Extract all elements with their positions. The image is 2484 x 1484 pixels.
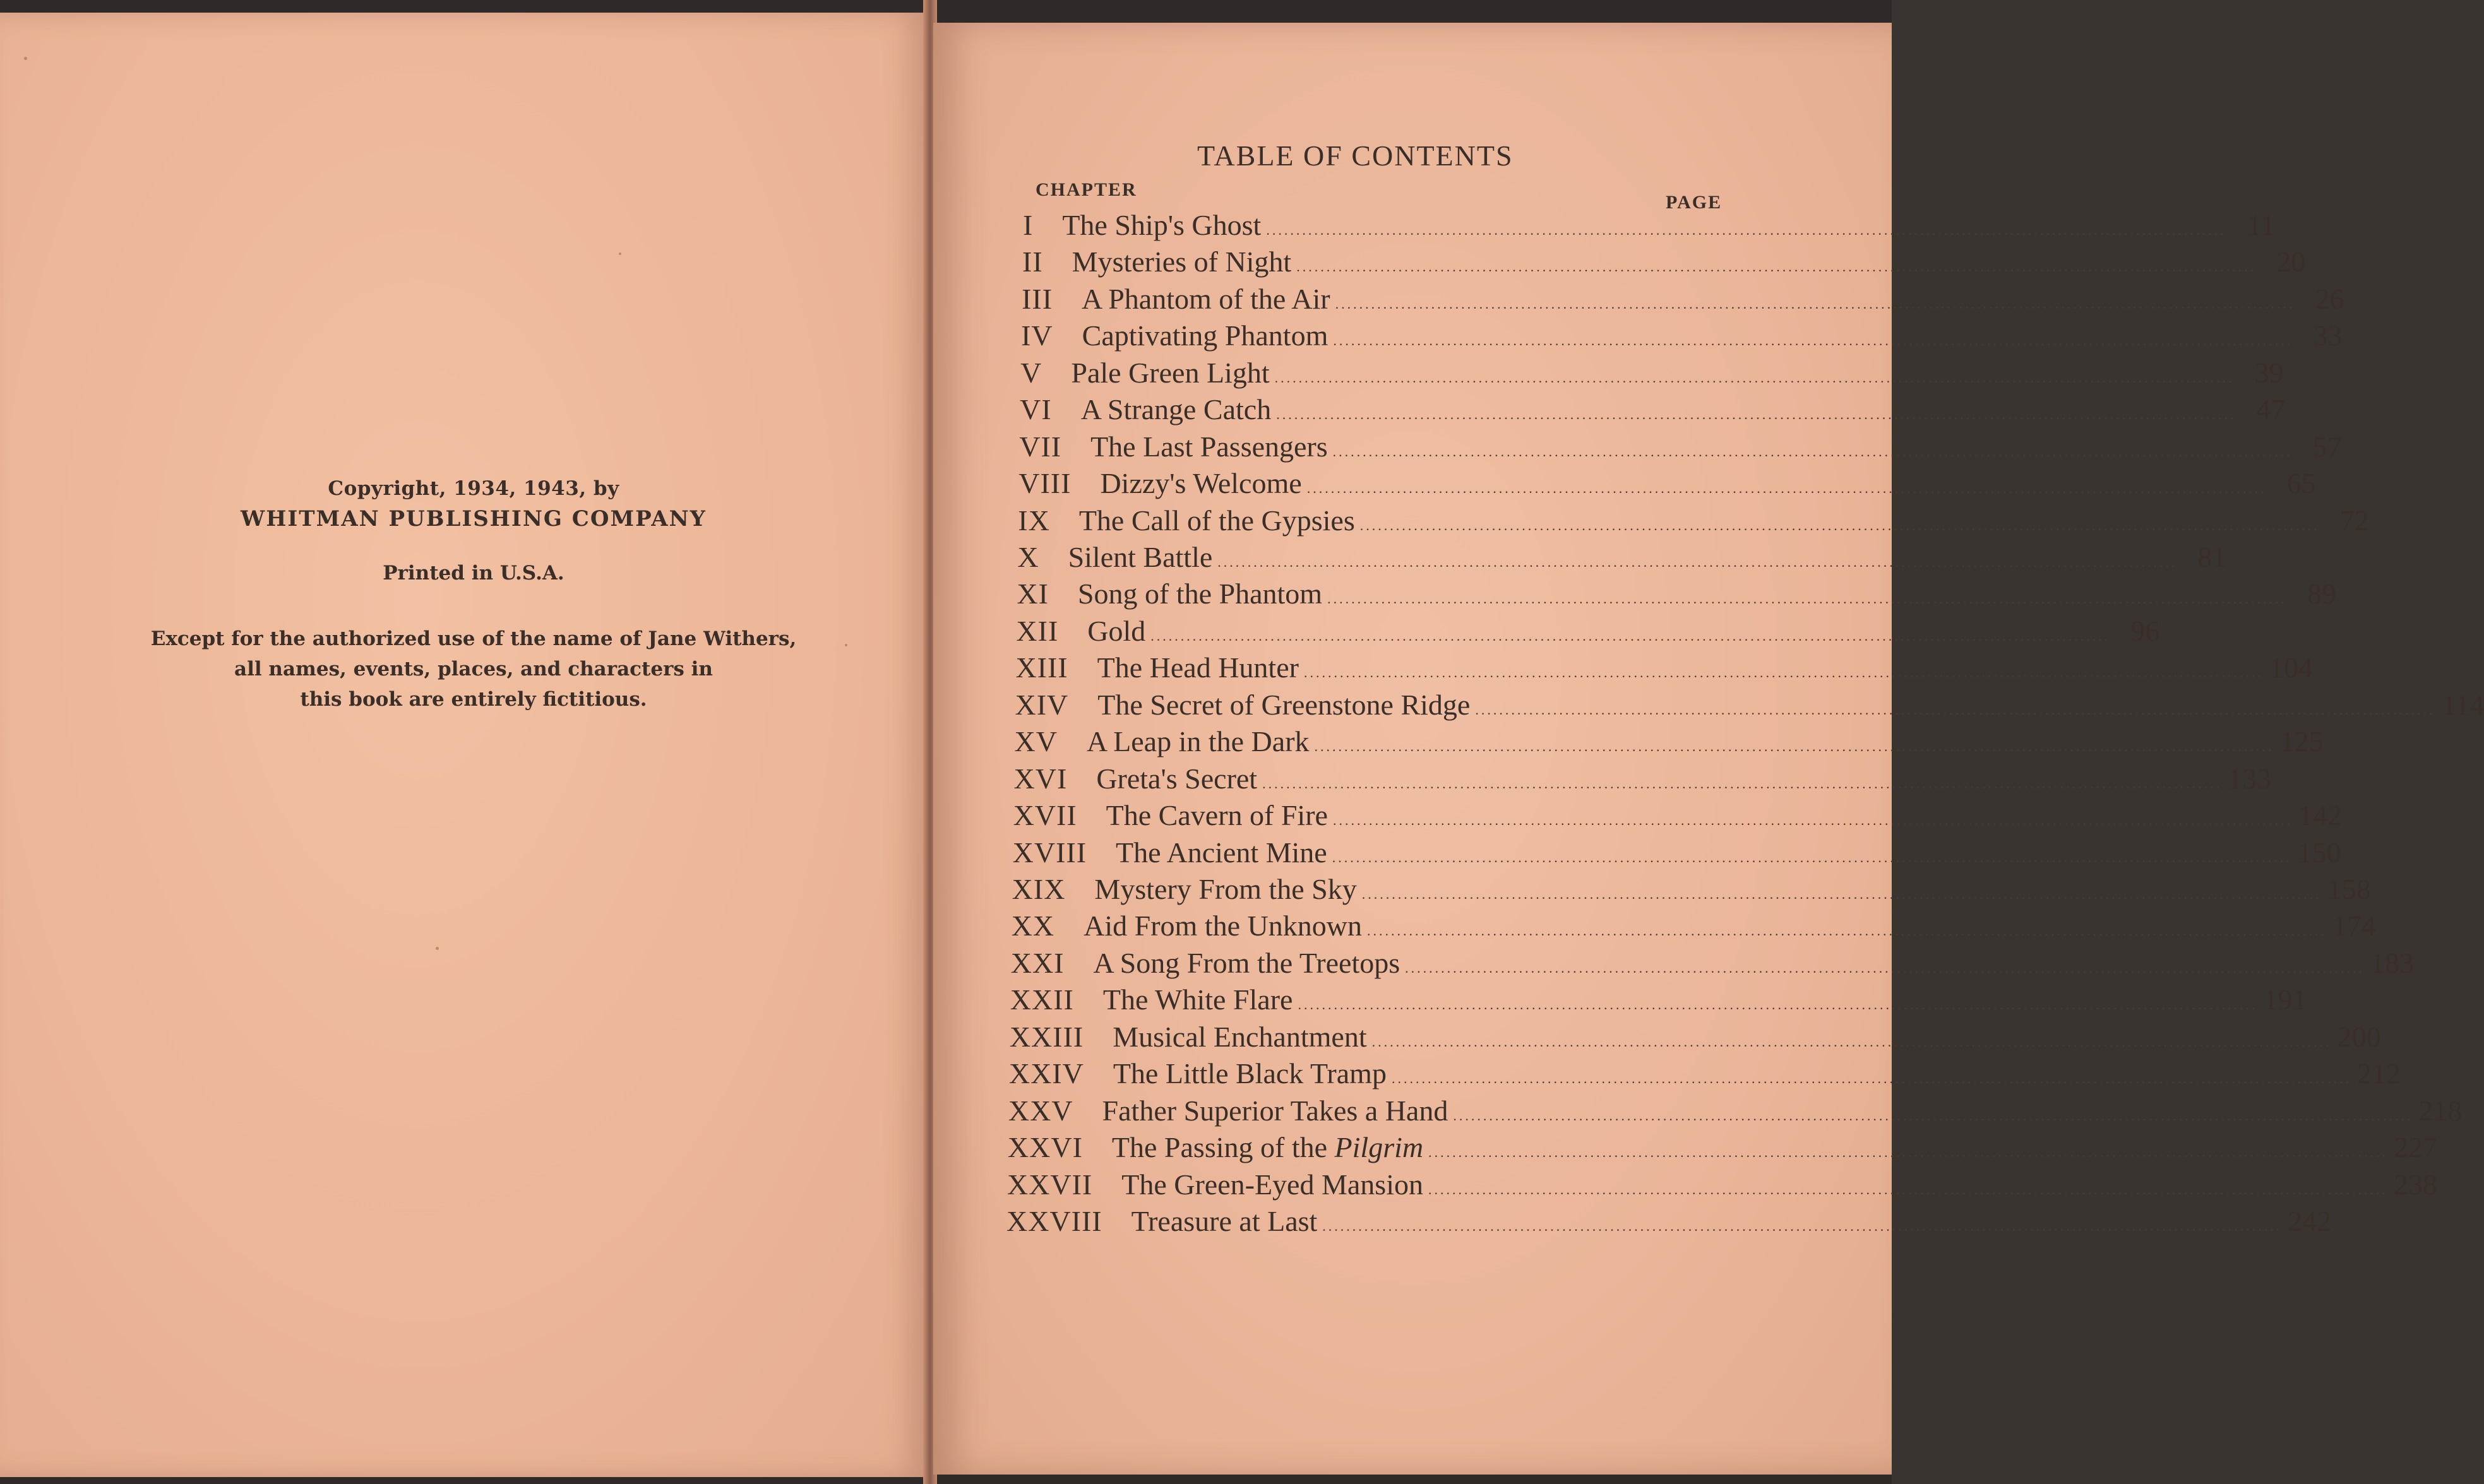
chapter-number: XVI [1013, 762, 1068, 795]
chapter-title-text: The White Flare [1102, 983, 1293, 1016]
chapter-title [1084, 909, 1362, 942]
chapter-title-text: A Strange Catch [1080, 393, 1272, 426]
chapter-number: XX [1011, 910, 1055, 942]
chapter-title [1116, 836, 1327, 869]
chapter-number: XII [1016, 614, 1059, 647]
contents-entry [1019, 430, 2342, 463]
chapter-title [1113, 1057, 1387, 1090]
chapter-number: XI [1017, 578, 1049, 610]
contents-entry [1011, 909, 2376, 942]
dot-leader: ................................................................................................................................................................ [1217, 554, 2178, 570]
chapter-title [1106, 798, 1328, 832]
contents-entry [1013, 798, 2342, 832]
dot-leader: ................................................................................................................................................................ [1475, 701, 2435, 718]
chapter-number: XVII [1013, 799, 1077, 832]
chapter-title-text: Father Superior Takes a Hand [1102, 1094, 1448, 1127]
chapter-page-number: 238 [2393, 1168, 2437, 1201]
contents-entry [1013, 762, 2272, 795]
dot-leader: ................................................................................................................................................................ [1274, 369, 2235, 386]
chapter-number: XXIII [1009, 1020, 1084, 1053]
chapter-number: XXVII [1006, 1168, 1093, 1201]
chapter-title-text: A Song From the Treetops [1093, 946, 1400, 979]
chapter-title-text: Treasure at Last [1131, 1205, 1318, 1237]
chapter-title-text: Aid From the Unknown [1084, 910, 1362, 942]
chapter-title-text: The Cavern of Fire [1106, 799, 1328, 832]
chapter-title-text: Captivating Phantom [1082, 319, 1329, 352]
chapter-page-number: 89 [2307, 578, 2337, 610]
dot-leader: ................................................................................................................................................................ [1298, 997, 2258, 1013]
chapter-page-number: 174 [2332, 910, 2376, 942]
chapter-page-number: 142 [2298, 799, 2342, 832]
chapter-title-text: The Ship's Ghost [1062, 209, 1262, 241]
chapter-page-number: 47 [2256, 393, 2286, 426]
dot-leader: ................................................................................................................................................................ [1335, 295, 2295, 312]
contents-entry [1010, 983, 2307, 1016]
chapter-page-number: 72 [2339, 504, 2369, 537]
chapter-title [1102, 1094, 1448, 1127]
dot-leader: ................................................................................................................................................................ [1322, 1218, 2283, 1234]
chapter-page-number: 81 [2197, 541, 2227, 573]
chapter-title-text: Dizzy's Welcome [1100, 467, 1302, 500]
chapter-title-text: Silent Battle [1068, 541, 1213, 573]
dot-leader: ................................................................................................................................................................ [1371, 1033, 2332, 1050]
dot-leader: ................................................................................................................................................................ [1266, 222, 2226, 238]
chapter-number: XXV [1008, 1094, 1073, 1127]
dot-leader: ................................................................................................................................................................ [1276, 407, 2236, 423]
chapter-page-number: 242 [2288, 1205, 2332, 1237]
chapter-title-text: The Secret of Greenstone Ridge [1097, 688, 1471, 721]
chapter-number: XXII [1010, 983, 1074, 1016]
chapter-number: VIII [1018, 467, 1072, 500]
chapter-title-text: The Head Hunter [1097, 651, 1299, 684]
notice-line: this book are entirely fictitious. [300, 688, 647, 711]
chapter-page-number: 191 [2263, 983, 2307, 1016]
dot-leader: ................................................................................................................................................................ [1391, 1071, 2351, 1087]
contents-entry [1008, 1057, 2401, 1090]
chapter-number: X [1017, 541, 1039, 573]
paper-speck [619, 252, 621, 255]
chapter-column-header: CHAPTER [1036, 179, 1137, 200]
chapter-number: XXIV [1008, 1057, 1084, 1090]
chapter-title [1071, 356, 1269, 389]
chapter-number: XIII [1015, 651, 1068, 684]
dot-leader: ................................................................................................................................................................ [1428, 1144, 2389, 1161]
contents-entry [1015, 651, 2313, 684]
contents-entry [1006, 1168, 2437, 1201]
chapter-page-number: 57 [2312, 430, 2342, 463]
chapter-title-text: The Ancient Mine [1116, 836, 1327, 869]
chapter-title-text: A Phantom of the Air [1082, 282, 1330, 315]
chapter-page-number: 20 [2276, 246, 2306, 278]
chapter-page-number: 183 [2370, 946, 2415, 979]
chapter-page-number: 33 [2313, 319, 2343, 352]
chapter-title [1097, 688, 1470, 721]
dot-leader: ................................................................................................................................................................ [1359, 517, 2320, 533]
dot-leader: ................................................................................................................................................................ [1296, 259, 2257, 275]
chapter-title [1087, 725, 1310, 758]
chapter-title [1068, 540, 1213, 574]
chapter-title-text: The Green-Eyed Mansion [1121, 1168, 1423, 1201]
publisher-name: WHITMAN PUBLISHING COMPANY [241, 506, 707, 531]
chapter-title-text: Song of the Phantom [1077, 578, 1323, 610]
contents-entry [1018, 504, 2369, 537]
chapter-page-number: 26 [2315, 282, 2344, 315]
chapter-page-number: 133 [2228, 762, 2272, 795]
contents-entry [1007, 1131, 2438, 1164]
chapter-number: III [1022, 282, 1053, 315]
contents-entry [1018, 466, 2316, 500]
contents-entry [1020, 393, 2286, 426]
chapter-page-number: 125 [2279, 725, 2324, 758]
chapter-number: XXVI [1007, 1131, 1083, 1164]
contents-entry [1015, 688, 2484, 721]
contents-entry [1006, 1204, 2332, 1237]
contents-entry [1010, 946, 2415, 979]
dot-leader: ................................................................................................................................................................ [1332, 812, 2293, 829]
chapter-title [1096, 762, 1257, 795]
chapter-page-number: 227 [2394, 1131, 2438, 1164]
chapter-title [1087, 614, 1145, 648]
chapter-title-text: Pale Green Light [1071, 356, 1270, 389]
chapter-title [1078, 577, 1322, 610]
chapter-page-number: 114 [2442, 688, 2484, 721]
chapter-number: XVIII [1012, 836, 1087, 869]
chapter-number: XXVIII [1006, 1205, 1102, 1237]
chapter-page-number: 200 [2337, 1020, 2381, 1053]
chapter-page-number: 218 [2418, 1094, 2463, 1127]
dot-leader: ................................................................................................................................................................ [1366, 923, 2327, 939]
dot-leader: ................................................................................................................................................................ [1361, 886, 2322, 902]
chapter-title [1112, 1131, 1423, 1164]
chapter-title [1103, 983, 1293, 1016]
dot-leader: ................................................................................................................................................................ [1314, 739, 2274, 755]
dot-leader: ................................................................................................................................................................ [1428, 1181, 2388, 1197]
contents-entry [1022, 245, 2306, 278]
dot-leader: ................................................................................................................................................................ [1327, 591, 2288, 607]
chapter-page-number: 150 [2297, 836, 2341, 869]
chapter-number: V [1020, 356, 1042, 389]
chapter-title [1094, 872, 1356, 906]
chapter-title-text: The Call of the Gypsies [1078, 504, 1355, 537]
copyright-line: Copyright, 1934, 1943, by [328, 477, 619, 500]
chapter-title [1079, 504, 1355, 537]
chapter-title-text: Greta's Secret [1096, 762, 1258, 795]
dot-leader: ................................................................................................................................................................ [1453, 1107, 2413, 1124]
chapter-number: I [1023, 209, 1034, 241]
chapter-title [1081, 393, 1272, 426]
chapter-number: II [1022, 246, 1043, 278]
dot-leader: ................................................................................................................................................................ [1150, 627, 2111, 644]
chapter-title [1072, 245, 1292, 278]
chapter-title [1094, 946, 1400, 980]
chapter-number: XXI [1010, 946, 1065, 979]
notice-line: all names, events, places, and characters in [234, 658, 713, 680]
contents-entry [1012, 872, 2371, 905]
contents-title: TABLE OF CONTENTS [1197, 139, 1514, 172]
chapter-page-number: 11 [2247, 209, 2276, 241]
paper-speck [24, 57, 27, 60]
chapter-title-text: Gold [1087, 614, 1146, 647]
chapter-number: IX [1018, 504, 1050, 537]
contents-entry [1017, 577, 2337, 610]
paper-speck [436, 947, 439, 950]
chapter-title-text: A Leap in the Dark [1086, 725, 1310, 758]
chapter-number: XV [1014, 725, 1058, 758]
chapter-number: VI [1020, 393, 1052, 426]
contents-entry [1020, 356, 2284, 389]
dot-leader: ................................................................................................................................................................ [1333, 333, 2293, 349]
chapter-page-number: 65 [2286, 467, 2316, 500]
chapter-title [1121, 1168, 1423, 1201]
contents-entry [1009, 1020, 2381, 1053]
chapter-page-number: 104 [2269, 651, 2313, 684]
chapter-title-text: The Little Black Tramp [1113, 1057, 1387, 1090]
chapter-number: VII [1019, 430, 1062, 463]
contents-entry [1023, 208, 2276, 241]
chapter-title-text: Mysteries of Night [1072, 246, 1292, 278]
dot-leader: ................................................................................................................................................................ [1262, 775, 2223, 792]
chapter-title [1082, 319, 1329, 352]
chapter-title-italic: Pilgrim [1334, 1131, 1424, 1164]
dot-leader: ................................................................................................................................................................ [1332, 849, 2292, 865]
dot-leader: ................................................................................................................................................................ [1303, 665, 2264, 681]
chapter-title [1100, 466, 1301, 500]
dot-leader: ................................................................................................................................................................ [1306, 480, 2267, 497]
printed-location: Printed in U.S.A. [383, 562, 564, 585]
chapter-title [1132, 1204, 1318, 1238]
chapter-number: XIV [1015, 688, 1069, 721]
dot-leader: ................................................................................................................................................................ [1405, 959, 2365, 976]
chapter-title-text: Musical Enchantment [1113, 1020, 1367, 1053]
chapter-number: XIX [1012, 873, 1066, 905]
dot-leader: ................................................................................................................................................................ [1332, 443, 2293, 460]
chapter-page-number: 96 [2130, 614, 2160, 647]
contents-entry [1022, 282, 2344, 315]
chapter-page-number: 212 [2356, 1057, 2401, 1090]
chapter-title [1062, 208, 1261, 242]
chapter-title-text: Mystery From the Sky [1094, 873, 1357, 905]
contents-entry [1017, 540, 2227, 573]
contents-entry [1014, 725, 2324, 758]
contents-entry [1016, 614, 2160, 647]
contents-entry [1008, 1094, 2463, 1127]
contents-entry [1012, 836, 2341, 869]
chapter-title-text: The Last Passengers [1090, 430, 1328, 463]
chapter-title [1113, 1020, 1366, 1054]
page-column-header: PAGE [1666, 192, 1723, 213]
chapter-title [1097, 651, 1299, 684]
paper-speck [845, 644, 847, 646]
chapter-page-number: 158 [2327, 873, 2371, 905]
chapter-title [1090, 430, 1328, 463]
chapter-page-number: 39 [2254, 356, 2284, 389]
chapter-title [1082, 282, 1330, 316]
notice-line: Except for the authorized use of the name of Jane Withers, [150, 627, 797, 650]
chapter-number: IV [1021, 319, 1053, 352]
chapter-title-text: The Passing of the [1111, 1131, 1328, 1164]
contents-entry [1021, 319, 2343, 352]
